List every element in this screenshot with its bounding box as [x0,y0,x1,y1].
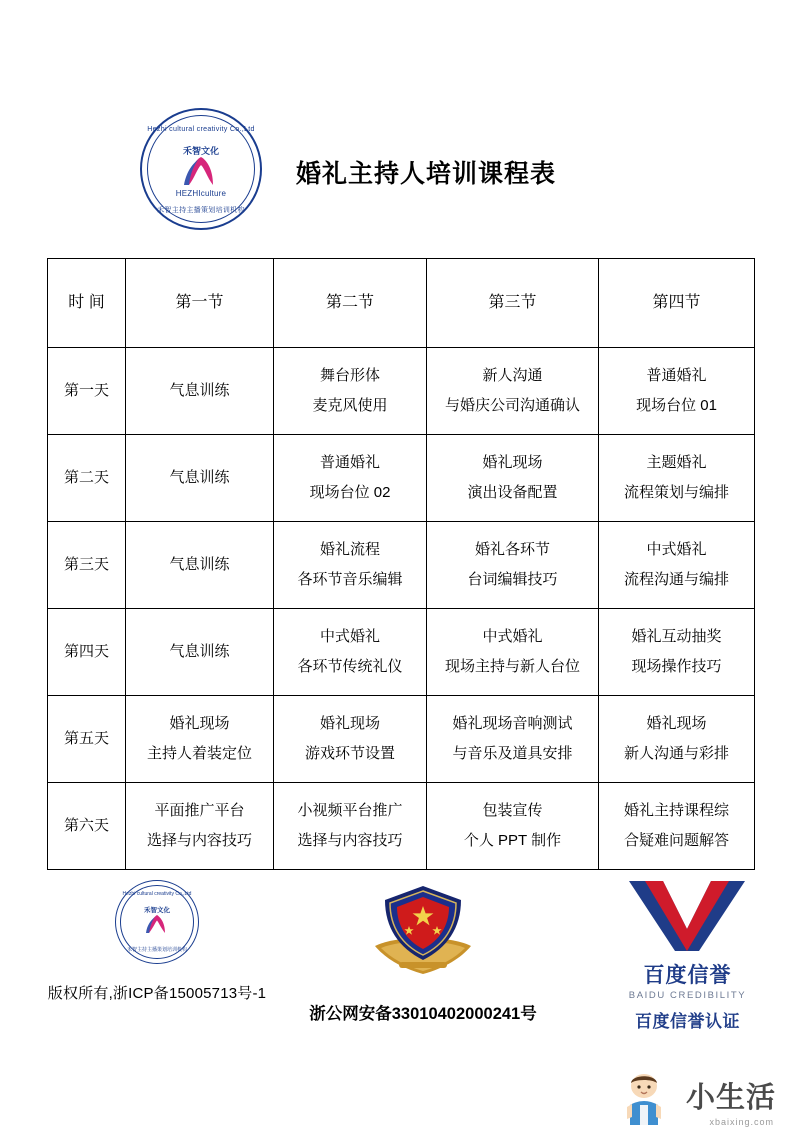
company-seal-logo-small [115,880,199,964]
table-cell: 普通婚礼 现场台位 01 [599,348,755,435]
seal-brand-cn: 禾智文化 [182,146,219,156]
table-cell: 气息训练 [126,435,274,522]
document-header [0,108,800,228]
table-cell: 婚礼现场 新人沟通与彩排 [599,696,755,783]
footer-right-block [585,877,790,1032]
seal-brand-cn: 禾智文化 [144,907,170,914]
table-cell: 新人沟通 与婚庆公司沟通确认 [427,348,599,435]
column-header-period-1: 第一节 [126,259,274,348]
schedule-table-container [47,258,754,870]
table-row [48,435,755,522]
table-cell: 婚礼现场 游戏环节设置 [274,696,427,783]
table-cell: 气息训练 [126,522,274,609]
copyright-text: 版权所有,浙ICP备15005713号-1 [47,985,267,1002]
document-footer [0,880,800,1070]
column-header-period-3: 第三节 [427,259,599,348]
seal-brand-en: HEZHIculture [175,189,227,198]
table-cell: 中式婚礼 现场主持与新人台位 [427,609,599,696]
table-cell: 婚礼现场音响测试 与音乐及道具安排 [427,696,599,783]
column-header-time: 时 间 [48,259,126,348]
day-label: 第二天 [48,435,126,522]
table-cell: 婚礼主持课程综 合疑难问题解答 [599,783,755,870]
column-header-period-4: 第四节 [599,259,755,348]
baidu-credibility-caption: 百度信誉认证 [635,1012,740,1031]
table-cell: 气息训练 [126,609,274,696]
table-cell: 婚礼现场 主持人着装定位 [126,696,274,783]
baidu-credibility-name-en: BAIDU CREDIBILITY [628,990,747,1001]
ribbon-mark-icon [144,914,170,934]
column-header-period-2: 第二节 [274,259,427,348]
seal-arc-top-text: Hezhi cultural creativity Co.,Ltd [122,891,192,897]
day-label: 第四天 [48,609,126,696]
table-cell: 婚礼各环节 台词编辑技巧 [427,522,599,609]
table-cell: 中式婚礼 流程沟通与编排 [599,522,755,609]
table-cell: 婚礼互动抽奖 现场操作技巧 [599,609,755,696]
table-row [48,609,755,696]
table-cell: 小视频平台推广 选择与内容技巧 [274,783,427,870]
table-row [48,696,755,783]
police-record-text: 浙公网安备33010402000241号 [309,1005,537,1023]
company-seal-logo [140,108,262,230]
seal-arc-top-text: Hezhi cultural creativity Co.,Ltd [147,124,255,133]
table-header-row [48,259,755,348]
child-mascot-icon [622,1071,666,1127]
table-cell: 主题婚礼 流程策划与编排 [599,435,755,522]
table-cell: 婚礼现场 演出设备配置 [427,435,599,522]
seal-arc-bottom-text: 禾智主持主播策划培训机构 [157,207,245,214]
table-cell: 中式婚礼 各环节传统礼仪 [274,609,427,696]
table-cell: 婚礼流程 各环节音乐编辑 [274,522,427,609]
watermark-text: 小生活 [685,1082,776,1114]
table-cell: 普通婚礼 现场台位 02 [274,435,427,522]
police-emblem-icon [365,880,481,984]
table-cell: 包装宣传 个人 PPT 制作 [427,783,599,870]
watermark-subtext: xbaixing.com [709,1117,774,1127]
table-cell: 舞台形体 麦克风使用 [274,348,427,435]
day-label: 第一天 [48,348,126,435]
footer-center-block [283,880,563,1024]
day-label: 第三天 [48,522,126,609]
watermark [622,1069,782,1131]
table-cell: 平面推广平台 选择与内容技巧 [126,783,274,870]
table-row [48,783,755,870]
seal-arc-bottom-text: 禾智主持主播策划培训机构 [126,947,187,953]
baidu-credibility-name: 百度信誉 [643,964,732,987]
footer-left-block [32,880,282,1003]
day-label: 第五天 [48,696,126,783]
table-row [48,348,755,435]
table-cell: 气息训练 [126,348,274,435]
page-title: 婚礼主持人培训课程表 [296,160,557,188]
baidu-v-icon [625,877,750,955]
day-label: 第六天 [48,783,126,870]
ribbon-mark-icon [181,155,221,187]
schedule-table [47,258,755,870]
table-row [48,522,755,609]
